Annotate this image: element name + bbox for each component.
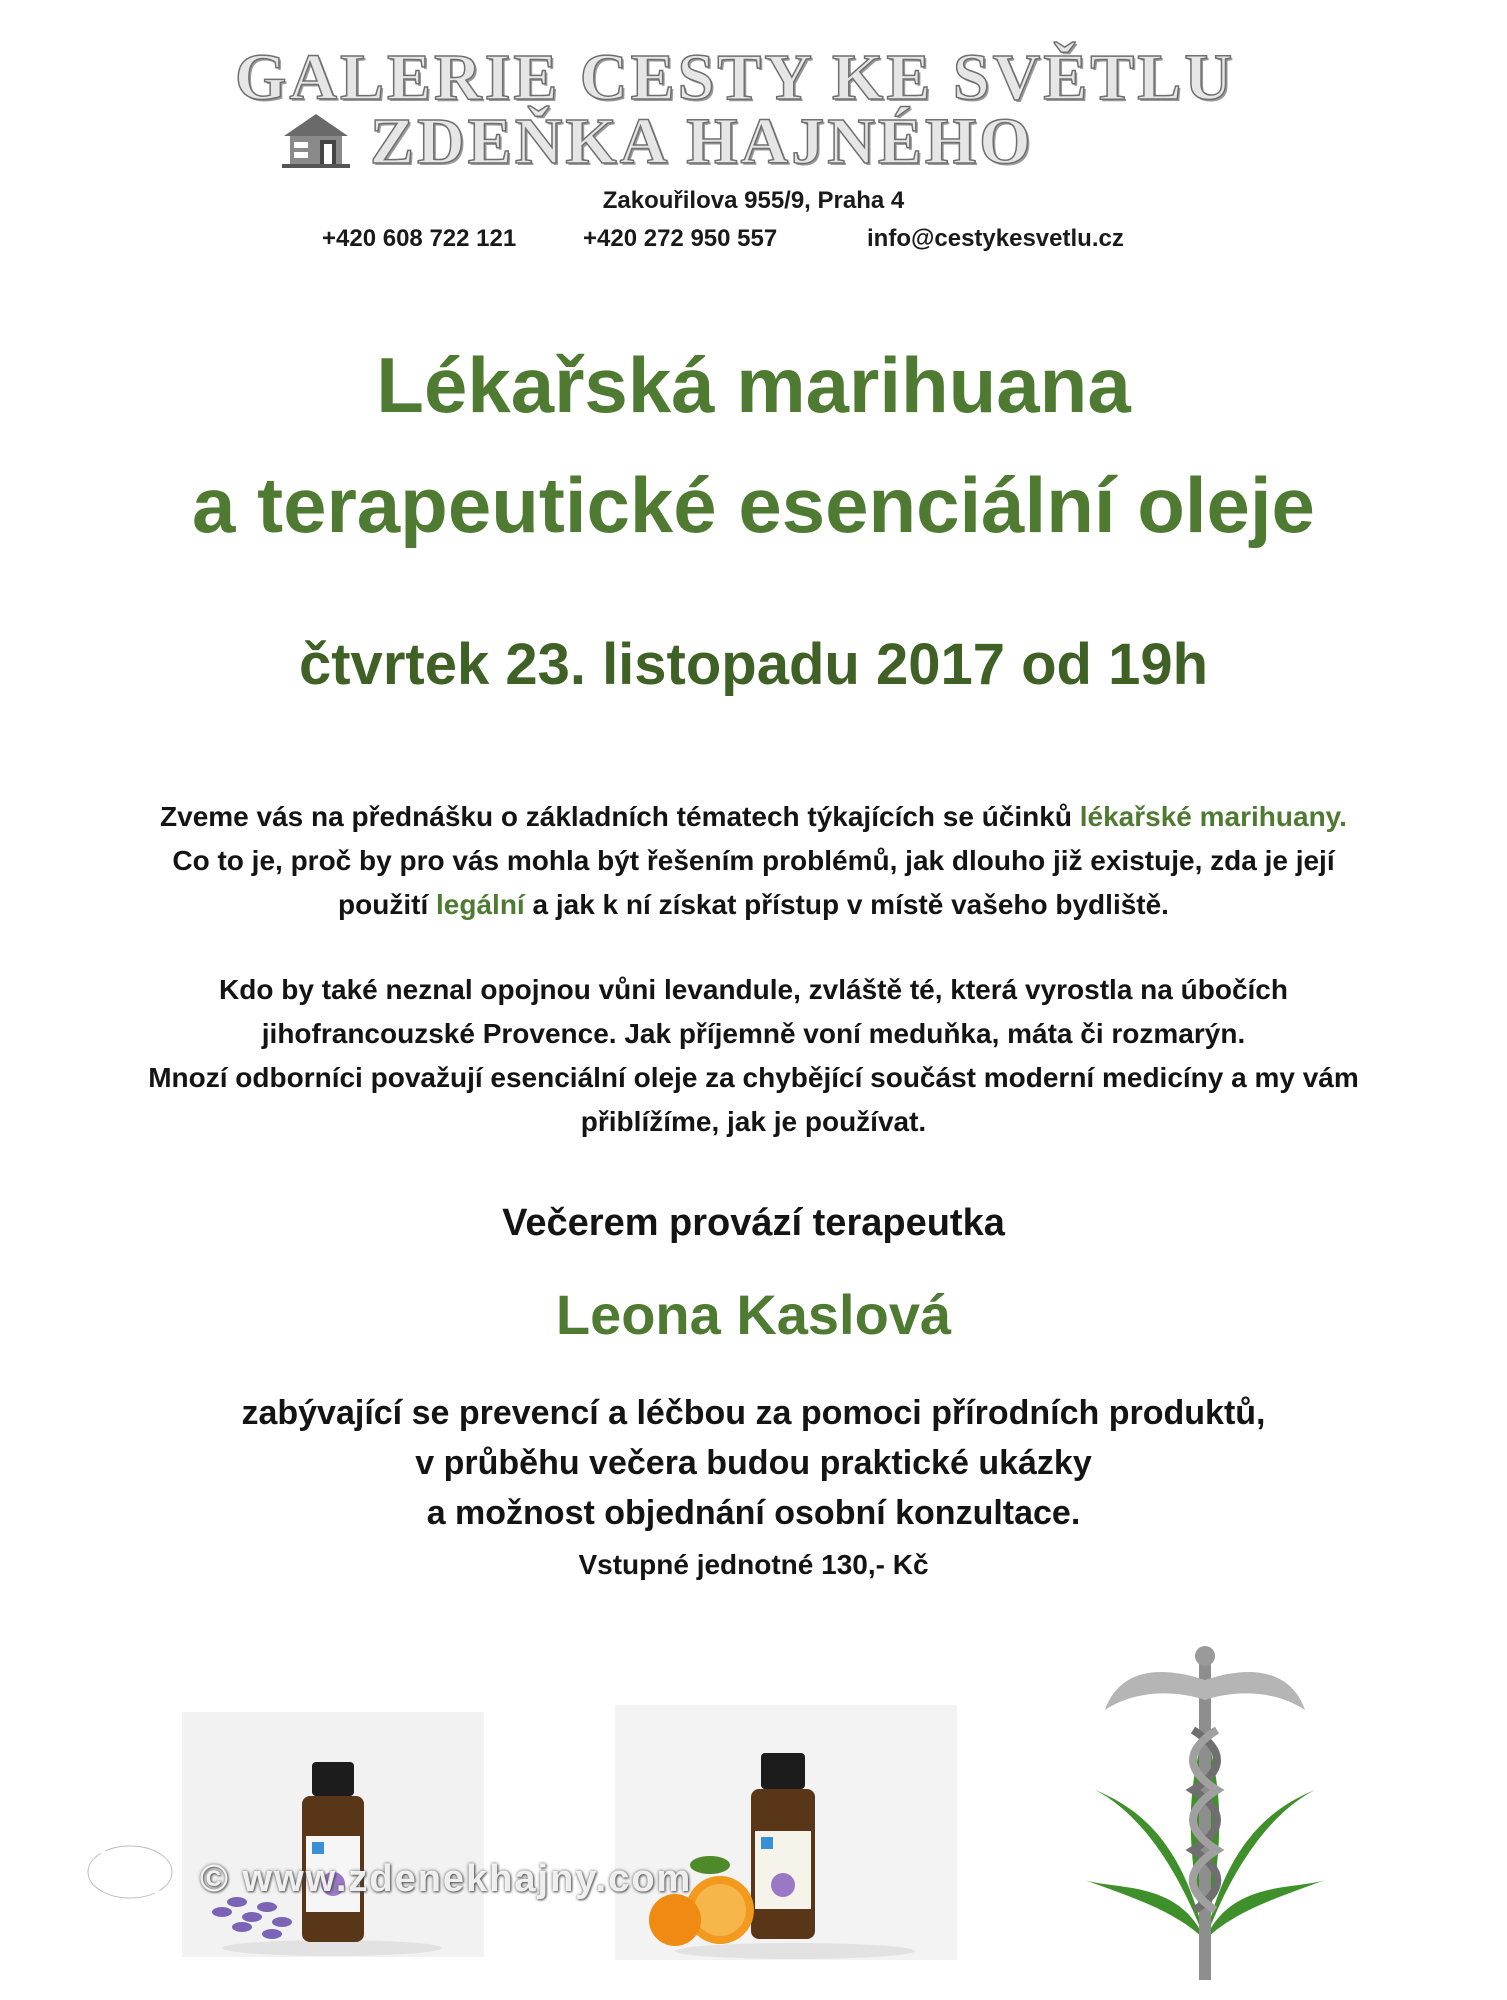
intro-line1 [0,795,1507,839]
gallery-house-logo-icon [280,110,352,170]
event-date: čtvrtek 23. listopadu 2017 od 19h [298,632,1209,697]
oils-line1: Kdo by také neznal opojnou vůni levandule, zvláště té, která vyrostla na úbočích [219,974,1288,1005]
oils-line2: jihofrancouzské Provence. Jak příjemně voní meduňka, máta či rozmarýn. [261,1018,1246,1049]
gallery-address: Zakouřilova 955/9, Praha 4 [602,187,905,214]
admission-price: Vstupné jednotné 130,- Kč [578,1549,929,1580]
speaker-description [0,1388,1507,1538]
gallery-name-line1: GALERIE CESTY KE SVĚTLU [235,41,1235,114]
intro-line3-start: použití [338,889,437,920]
intro-line2: Co to je, proč by pro vás mohla být řešením problémů, jak dlouho již existuje, zda je její [172,845,1335,876]
speaker-name: Leona Kaslová [555,1283,952,1346]
event-title-line2: a terapeutické esenciální oleje [192,461,1315,549]
highlight-medical-marijuana: lékařské marihuany. [1079,801,1347,832]
event-title-line1: Lékařská marihuana [376,341,1131,429]
lavender-oil-bottle-image [182,1712,484,1957]
intro-paragraph [0,795,1507,927]
oils-line3: Mnozí odborníci považují esenciální oleje za chybějící součást moderní medicíny a my vám [148,1062,1359,1093]
caduceus-cannabis-leaf-image [1075,1640,1335,1990]
description-line2: v průběhu večera budou praktické ukázky [415,1444,1092,1482]
phone-number-2[interactable]: +420 272 950 557 [583,225,778,252]
orange-oil-bottle-image [615,1705,957,1960]
oils-line4: přiblížíme, jak je používat. [580,1106,927,1137]
intro-line3 [0,883,1507,927]
intro-line1-text: Zveme vás na přednášku o základních tématech týkajících se účinků [160,801,1080,832]
gallery-name-line2: ZDEŇKA HAJNÉHO [370,105,1034,178]
intro-line3-end: a jak k ní získat přístup v místě vašeho bydliště. [524,889,1169,920]
contact-email[interactable]: info@cestykesvetlu.cz [867,225,1124,252]
description-line3: a možnost objednání osobní konzultace. [426,1494,1081,1532]
description-line1: zabývající se prevencí a léčbou za pomoci přírodních produktů, [241,1394,1266,1432]
copyright-watermark: © www.zdenekhajny.com [200,1858,693,1900]
evening-intro: Večerem provází terapeutka [502,1202,1005,1244]
oils-paragraph [0,968,1507,1144]
phone-number-1[interactable]: +420 608 722 121 [322,225,517,252]
watermark-logo-icon [80,1830,180,1910]
highlight-legal: legální [436,889,525,920]
